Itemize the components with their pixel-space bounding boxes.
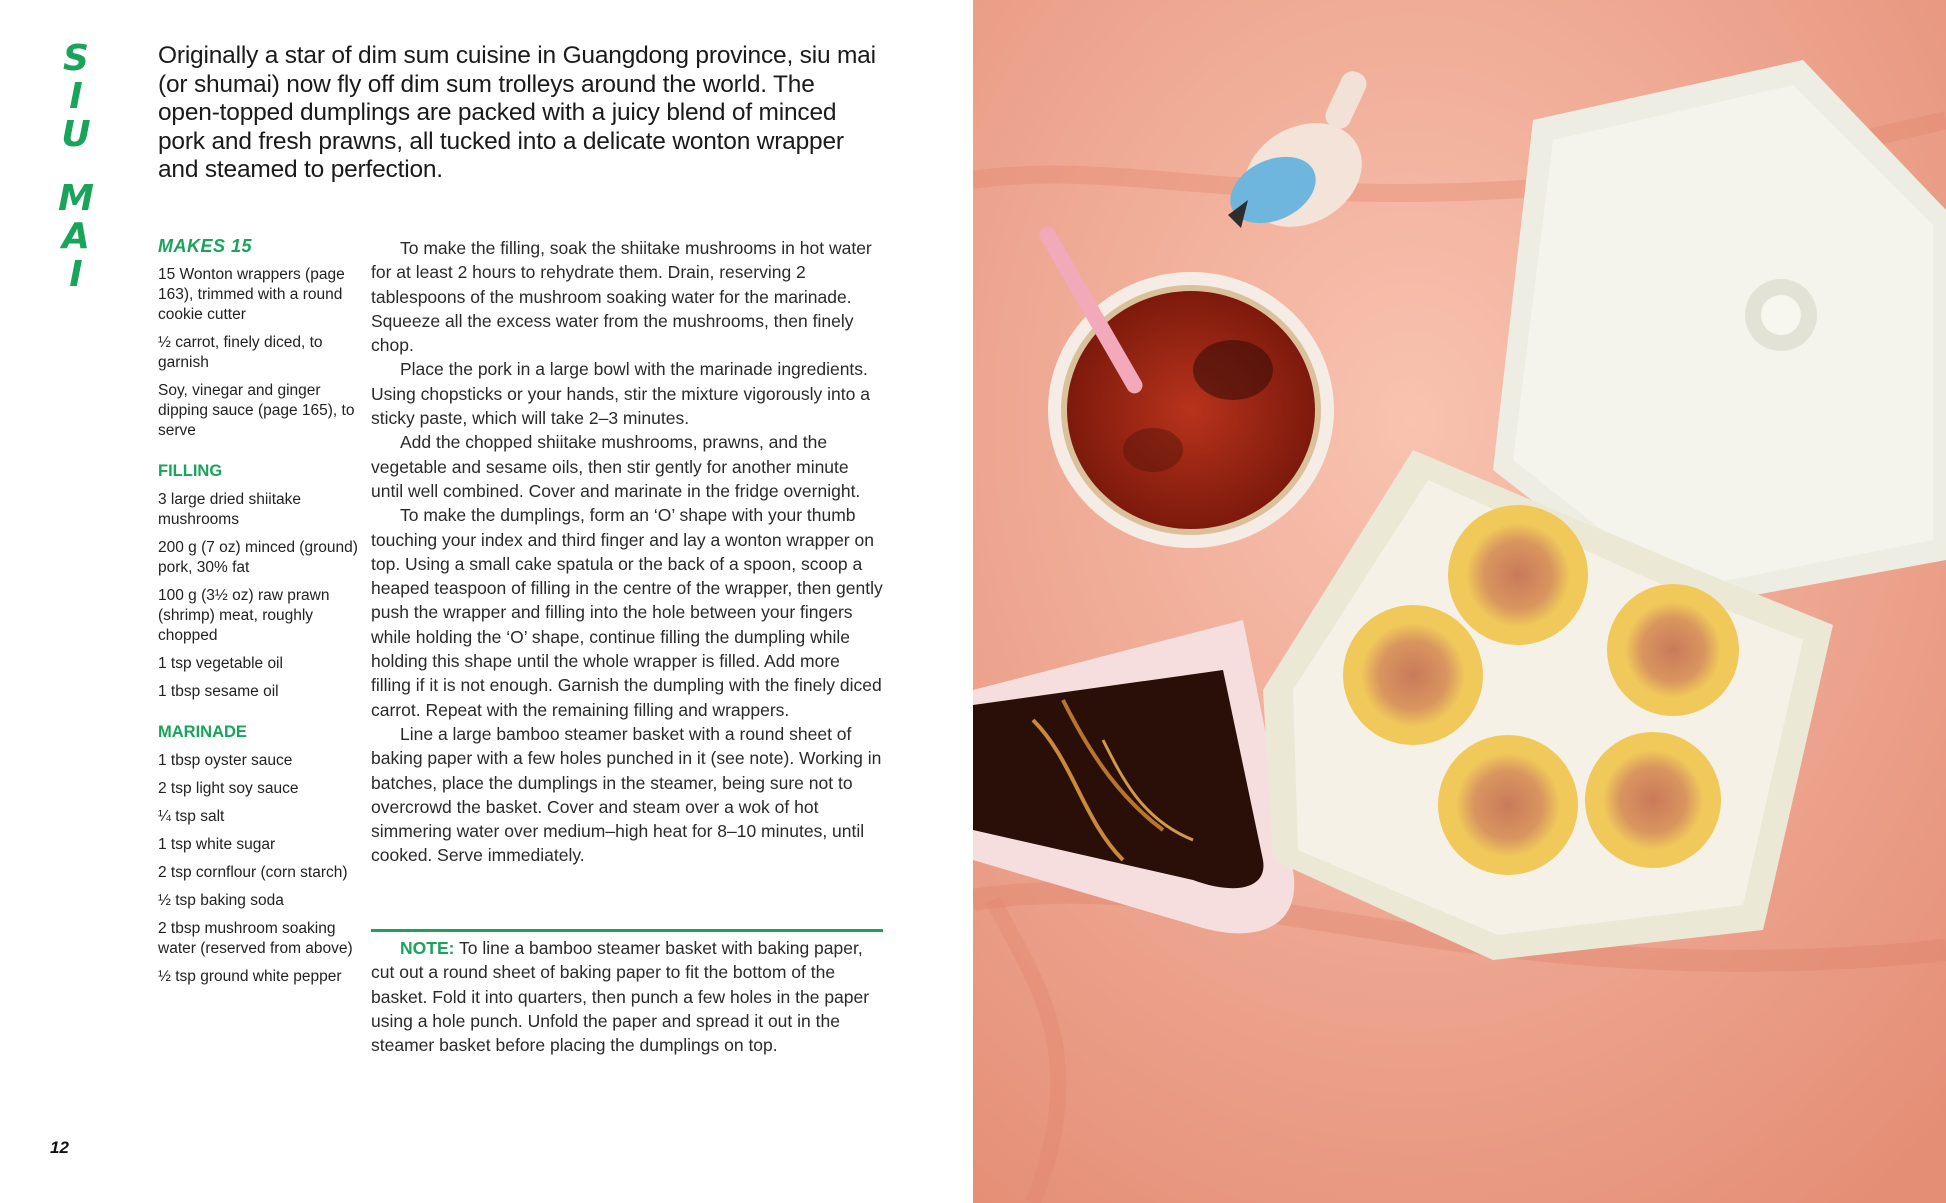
ingredient-item: 3 large dried shiitake mushrooms [158,491,302,528]
ingredients-base [158,236,358,441]
ingredient-item: 200 g (7 oz) minced (ground) pork, 30% fat [158,539,358,576]
note-text: To line a bamboo steamer basket with baking paper, cut out a round sheet of baking paper to fit the bottom of the basket. Fold it into quarters, then punch a few holes in the paper using a hole punch. Unfold the paper and spread it out in the steamer basket before placing the dumplings on top. [371,938,870,1056]
title-word-siu [61,40,90,154]
title-letter: M [58,178,94,219]
dumpling [1438,735,1578,875]
ingredient-item: 15 Wonton wrappers (page 163), trimmed with a round cookie cutter [158,266,345,323]
filling-heading: FILLING [158,462,223,480]
ingredient-item: 100 g (3½ oz) raw prawn (shrimp) meat, roughly chopped [158,587,330,644]
ingredient-item: ½ tsp ground white pepper [158,968,342,985]
note-label: NOTE: [400,938,455,958]
title-letter: S [63,38,89,79]
ingredient-item: 2 tsp cornflour (corn starch) [158,864,348,881]
method-step: Place the pork in a large bowl with the marinade ingredients. Using chopsticks or your hands, stir the mixture vigorously into a sticky paste, which will take 2–3 minutes. [371,359,870,429]
title-letter: I [69,76,83,117]
method-column [371,236,883,868]
method-step: To make the dumplings, form an ‘O’ shape with your thumb touching your index and third finger and lay a wonton wrapper on top. Using a small cake spatula or the back of a spoon, scoop a heaped teaspoon of filling in the centre of the wrapper, then gently push the wrapper and filling into the hole between your fingers while holding the ‘O’ shape, continue filling the dumpling while holding this shape until the whole wrapper is filled. Add more filling if it is not enough. Garnish the dumpling with the finely diced carrot. Repeat with the remaining filling and wrappers. [371,505,883,720]
method-step: Add the chopped shiitake mushrooms, prawns, and the vegetable and sesame oils, then stir gently for another minute until well combined. Cover and marinate in the fridge overnight. [371,432,861,501]
intro-paragraph: Originally a star of dim sum cuisine in Guangdong province, siu mai (or shumai) now fly off dim sum trolleys around the world. The open-topped dumplings are packed with a juicy blend of minced pork and fresh prawns, all tucked into a delicate wonton wrapper and steamed to perfection. [158,42,876,183]
ingredients-column [158,236,358,1007]
ingredients-filling [158,461,358,702]
ingredient-item: ½ tsp baking soda [158,892,284,909]
dish-photo [973,0,1946,1203]
title-word-mai [58,180,94,294]
method-step: Line a large bamboo steamer basket with a round sheet of baking paper with a few holes punched in it (see note). Working in batches, place the dumplings in the steamer, being sure not to overcrowd the basket. Cover and steam over a wok of hot simmering water over medium–high heat for 8–10 minutes, until cooked. Serve immediately. [371,723,882,866]
dumpling [1343,605,1483,745]
recipe-title [56,40,96,294]
ingredient-item: Soy, vinegar and ginger dipping sauce (page 165), to serve [158,382,355,439]
makes-heading: MAKES 15 [158,236,253,256]
title-letter: A [62,216,90,257]
ingredient-item: 2 tbsp mushroom soaking water (reserved from above) [158,920,353,957]
ingredients-marinade [158,722,358,987]
ingredient-item: 1 tbsp oyster sauce [158,752,293,769]
ingredient-item: 2 tsp light soy sauce [158,780,299,797]
ingredient-item: ¼ tsp salt [158,808,225,825]
dumpling [1448,505,1588,645]
ingredient-item: 1 tbsp sesame oil [158,683,279,700]
note-divider [371,929,883,932]
ingredient-item: ½ carrot, finely diced, to garnish [158,334,323,371]
marinade-heading: MARINADE [158,723,247,741]
dumpling [1585,732,1721,868]
ingredient-item: 1 tsp vegetable oil [158,655,283,672]
note-paragraph [371,936,883,1057]
page-number: 12 [50,1138,69,1157]
ingredient-item: 1 tsp white sugar [158,836,276,853]
title-letter: I [69,254,83,295]
dumpling [1607,584,1739,716]
method-step: To make the filling, soak the shiitake mushrooms in hot water for at least 2 hours to rehydrate them. Drain, reserving 2 tablespoons of the mushroom soaking water for the marinade. Squeeze all the excess water from the mushrooms, then finely chop. [371,238,872,356]
dish-photo-illustration [973,0,1946,1203]
title-letter: U [61,114,91,155]
